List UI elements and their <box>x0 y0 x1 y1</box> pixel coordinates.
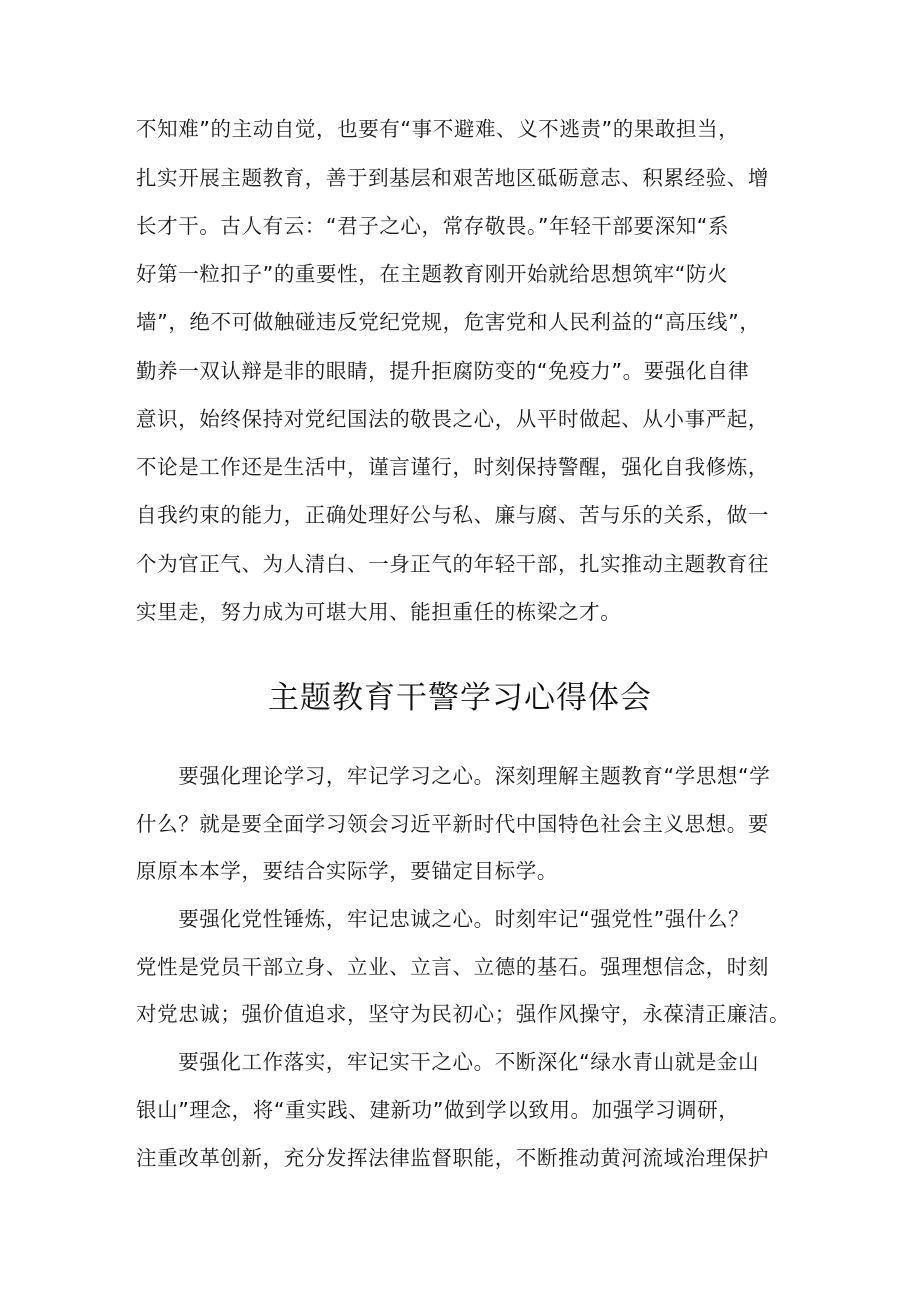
body-line: 什么？就是要全面学习领会习近平新时代中国特色社会主义思想。要 <box>136 812 769 836</box>
body-line: 墙”，绝不可做触碰违反党纪党规，危害党和人民利益的“高压线”， <box>136 310 761 334</box>
body-line: 银山”理念，将“重实践、建新功”做到学以致用。加强学习调研， <box>136 1098 740 1122</box>
body-line: 注重改革创新，充分发挥法律监督职能，不断推动黄河流域治理保护 <box>136 1146 769 1170</box>
body-line: 要强化党性锤炼，牢记忠诚之心。时刻牢记“强党性”强什么？ <box>136 907 750 931</box>
body-line: 要强化理论学习，牢记学习之心。深刻理解主题教育“学思想“学 <box>136 764 771 788</box>
body-line: 勤养一双认辩是非的眼睛，提升拒腐防变的“免疫力”。要强化自律 <box>136 359 750 383</box>
body-line: 原原本本学，要结合实际学，要锚定目标学。 <box>136 859 558 883</box>
body-line: 好第一粒扣子”的重要性，在主题教育刚开始就给思想筑牢“防火 <box>136 262 729 286</box>
body-line: 对党忠诚；强价值追求，坚守为民初心；强作风操守，永葆清正廉洁。 <box>136 1002 791 1026</box>
body-line: 要强化工作落实，牢记实干之心。不断深化“绿水青山就是金山 <box>136 1050 760 1074</box>
body-line: 不论是工作还是生活中，谨言谨行，时刻保持警醒，强化自我修炼， <box>136 455 769 479</box>
body-line: 长才干。古人有云：“君子之心，常存敬畏。”年轻干部要深知“系 <box>136 214 730 238</box>
document-title: 主题教育干警学习心得体会 <box>268 680 652 716</box>
body-line: 自我约束的能力，正确处理好公与私、廉与腐、苦与乐的关系，做一 <box>136 503 769 527</box>
body-line: 意识，始终保持对党纪国法的敬畏之心，从平时做起、从小事严起， <box>136 407 769 431</box>
body-line: 不知难”的主动自觉，也要有“事不避难、义不逃责”的果敢担当， <box>136 117 740 141</box>
body-line: 实里走，努力成为可堪大用、能担重任的栋梁之才。 <box>136 600 622 624</box>
body-line: 扎实开展主题教育，善于到基层和艰苦地区砥砺意志、积累经验、增 <box>136 166 769 190</box>
body-line: 党性是党员干部立身、立业、立言、立德的基石。强理想信念，时刻 <box>136 955 769 979</box>
body-line: 个为官正气、为人清白、一身正气的年轻干部，扎实推动主题教育往 <box>136 552 769 576</box>
